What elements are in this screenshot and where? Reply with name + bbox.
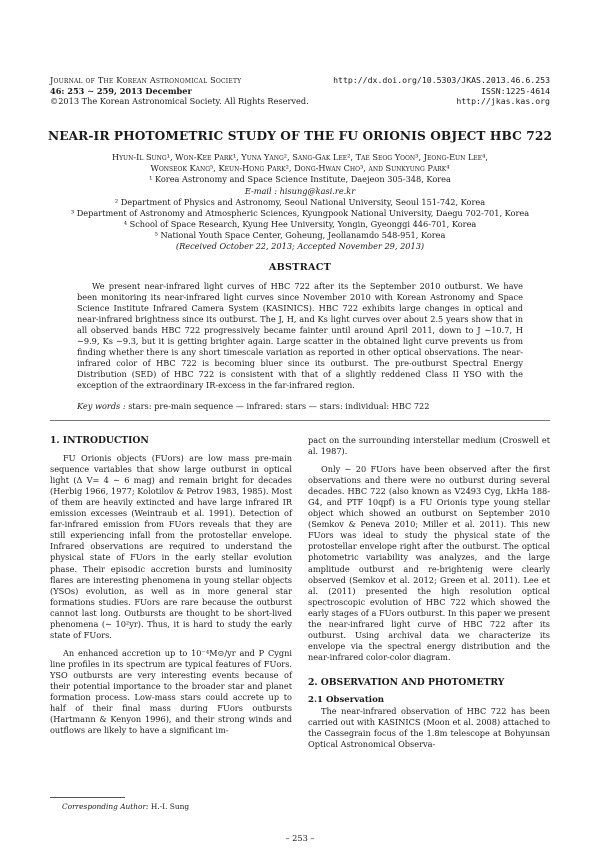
copyright-line: ©2013 The Korean Astronomical Society. All Rights Reserved. — [50, 96, 309, 107]
page-number: – 253 – — [285, 833, 315, 843]
abstract-text: We present near-infrared light curves of HBC 722 after its the September 2010 outburst. We have been monitoring its near-infrared light curves since November 2010 with Korean Astronomy and Space Science Institute Infrared Camera System (KASINICS). HBC 722 exhibits large changes in optical and near-infrared brightness since its outburst. The J, H, and Ks light curves over about 2.5 years show that in all observed bands HBC 722 progressively became fainter until around April 2011, down to J ∼10.7, H ∼9.9, Ks ∼9.3, but it is getting brighter again. Large scatter in the obtained light curve prevents us from finding whether there is any short timescale variation as reported in other optical observations. The near-infrared color of HBC 722 is becoming bluer since its outburst. The pre-outburst Spectral Energy Distribution (SED) of HBC 722 is consistent with that of a slightly reddened Class II YSO with the exception of the extraordinary IR-excess in the far-infrared region. — [77, 281, 523, 390]
journal-header — [50, 75, 350, 107]
footnote-divider — [50, 797, 125, 798]
author-line-1: Hyun-Il Sung¹, Won-Kee Park¹, Yuna Yang², Sang-Gak Lee², Tae Seog Yoon³, Jeong-Eun Lee⁴, — [111, 152, 489, 162]
intro-paragraph-1: FU Orionis objects (FUors) are low mass pre-main sequence variables that show large outburst in optical light (Δ V= 4 ∼ 6 mag) and remain bright for decades (Herbig 1966, 1977; Kolotilov & Petrov 1983, 1985). Most of them are heavily extincted and have large infrared IR emission excesses (Weintraub et al. 1991). Detection of far-infrared emission from FUors reveals that they are still experiencing infall from the protostellar envelope. Infrared observations are required to understand the physical state of FUors in the early stellar evolution phase. Their episodic accretion bursts and luminosity flares are interesting phenomena in young stellar objects (YSOs) evolution, as well as in more general star formations studies. FUors are rare because the outburst cannot last long. Outbursts are thought to be short-lived phenomena (∼ 10²yr). Thus, it is hard to study the early state of FUors. — [50, 453, 292, 640]
doi-block — [333, 75, 550, 107]
affiliation-1: ¹ Korea Astronomy and Space Science Institute, Daejeon 305-348, Korea — [149, 174, 451, 185]
doi-link[interactable]: http://dx.doi.org/10.5303/JKAS.2013.46.6.253 — [333, 75, 550, 85]
affiliation-5: ⁵ National Youth Space Center, Goheung, Jeollanamdo 548-951, Korea — [154, 229, 446, 240]
left-column — [50, 435, 292, 736]
observation-paragraph: The near-infrared observation of HBC 722 has been carried out with KASINICS (Moon et al. 2008) attached to the Cassegrain focus of the 1.8m telescope at Bohyunsan Optical Astronomical Observa- — [308, 706, 550, 750]
keywords-text: stars: pre-main sequence — infrared: stars — stars: individual: HBC 722 — [128, 401, 430, 411]
volume-pages: 46: 253 ∼ 259, 2013 December — [50, 85, 192, 96]
intro-paragraph-3: pact on the surrounding interstellar medium (Croswell et al. 1987). — [308, 435, 550, 457]
section-2-1-heading: 2.1 Observation — [308, 694, 385, 705]
abstract-heading: ABSTRACT — [268, 262, 332, 273]
issn-text: ISSN:1225-4614 — [480, 85, 550, 96]
affiliation-4: ⁴ School of Space Research, Kyung Hee University, Yongin, Gyeonggi 446-701, Korea — [123, 218, 477, 229]
keywords-line — [77, 401, 523, 412]
right-column — [308, 435, 550, 750]
section-2-heading: 2. OBSERVATION AND PHOTOMETRY — [308, 676, 505, 688]
keywords-label: Key words : — [77, 401, 126, 411]
affiliation-2: ² Department of Physics and Astronomy, Seoul National University, Seoul 151-742, Korea — [114, 196, 486, 207]
journal-name: Journal of The Korean Astronomical Society — [50, 75, 242, 85]
email-line: E-mail : hisung@kasi.re.kr — [244, 185, 356, 196]
author-block — [40, 152, 560, 252]
paper-title: NEAR-IR PHOTOMETRIC STUDY OF THE FU ORIONIS OBJECT HBC 722 — [47, 129, 553, 143]
section-1-heading: 1. INTRODUCTION — [50, 435, 149, 446]
received-dates: (Received October 22, 2013; Accepted November 29, 2013) — [175, 240, 425, 251]
intro-paragraph-2: An enhanced accretion up to 10⁻⁴M⊙/yr and P Cygni line profiles in its spectrum are typical features of FUors. YSO outbursts are very interesting events because of their potential importance to the broader star and planet formation process. Low-mass stars could accrete up to half of their final mass during FUors outbursts (Hartmann & Kenyon 1996), and their strong winds and outflows are likely to have a significant im- — [50, 647, 292, 736]
footnote-label: Corresponding Author: — [62, 802, 149, 811]
abstract-divider — [50, 420, 550, 421]
affiliation-3: ³ Department of Astronomy and Atmospheric Sciences, Kyungpook National University, Daegu 702-701, Korea — [70, 207, 530, 218]
footnote-name: H.-I. Sung — [150, 802, 190, 811]
footnote — [62, 802, 189, 811]
author-line-2: Wonseok Kang⁵, Keun-Hong Park², Dong-Hwan Cho³, and Sunkyung Park⁴ — [150, 163, 450, 174]
intro-paragraph-4: Only ∼ 20 FUors have been observed after the first observations and there were no outburst during several decades. HBC 722 (also known as V2493 Cyg, LkHa 188-G4, and PTF 10qpf) is a FU Orionis type young stellar object which showed an outburst on September 2010 (Semkov & Peneva 2010; Miller et al. 2011). This new FUors was ideal to study the physical state of the protostellar envelope right after the outburst. The optical photometric variability was analyzes, and the large amplitude outburst and re-brightenig were clearly observed (Semkov et al. 2012; Green et al. 2011). Lee et al. (2011) presented the high resolution optical spectroscopic evolution of HBC 722 which showed the early stages of a FUors outburst. In this paper we present the near-infrared light curve of HBC 722 after its outburst. Using archival data we characterize its envelope via the spectral energy distribution and the near-infrared color-color diagram. — [308, 464, 550, 662]
site-link[interactable]: http://jkas.kas.org — [456, 96, 550, 107]
